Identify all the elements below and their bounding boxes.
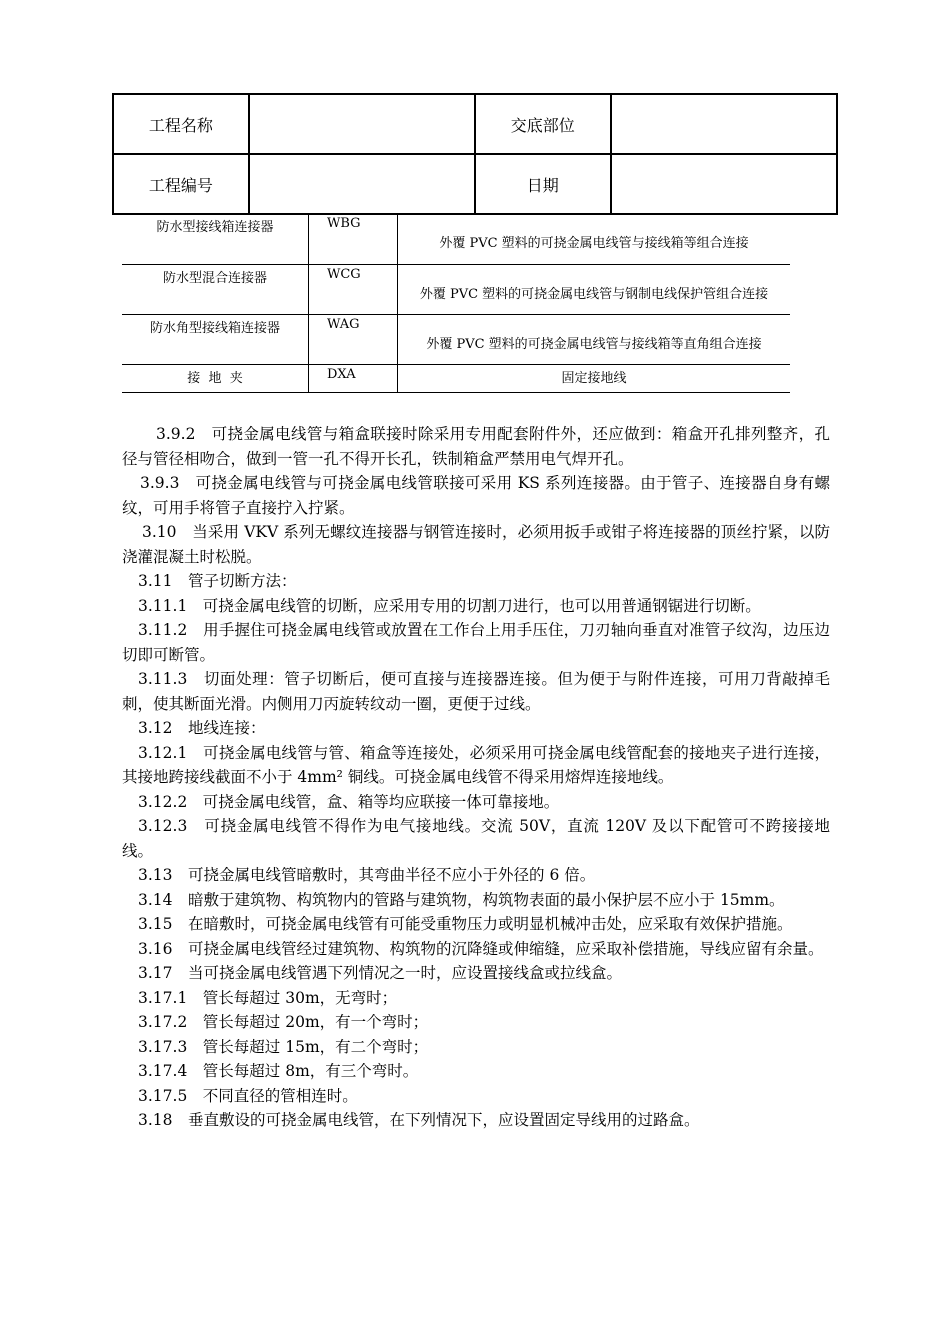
table-row <box>122 264 790 314</box>
connector-description: 外覆 PVC 塑料的可挠金属电线管与接线箱等直角组合连接 <box>398 314 791 364</box>
paragraph-3-12: 3.12 地线连接： <box>138 719 266 737</box>
paragraph-3-10: 3.10 当采用 VKV 系列无螺纹连接器与钢管连接时，必须用扳手或钳子将连接器的顶丝拧紧，以防浇灌混凝土时松脱。 <box>122 523 830 566</box>
paragraph-3-13: 3.13 可挠金属电线管暗敷时，其弯曲半径不应小于外径的 6 倍。 <box>138 866 596 884</box>
body-text <box>122 422 830 1133</box>
table-row <box>122 314 790 364</box>
paragraph-3-14: 3.14 暗敷于建筑物、构筑物内的管路与建筑物，构筑物表面的最小保护层不应小于 15mm。 <box>138 890 785 909</box>
paragraph-3-12-1: 3.12.1 可挠金属电线管与管、箱盒等连接处，必须采用可挠金属电线管配套的接地夹子进行连接，其接地跨接线截面不小于 4mm² 铜线。可挠金属电线管不得采用熔焊连接地线。 <box>122 743 830 786</box>
header-row-1 <box>113 94 837 154</box>
project-number-value <box>249 154 475 214</box>
connector-name: 防水角型接线箱连接器 <box>122 314 309 364</box>
header-table <box>112 93 838 215</box>
connector-name: 接 地 夹 <box>122 364 309 392</box>
project-name-value <box>249 94 475 154</box>
header-row-2 <box>113 154 837 214</box>
connector-description: 固定接地线 <box>398 364 791 392</box>
table-row <box>122 364 790 392</box>
paragraph-3-17: 3.17 当可挠金属电线管遇下列情况之一时，应设置接线盒或拉线盒。 <box>138 964 623 982</box>
date-value <box>611 154 837 214</box>
paragraph-3-17-5: 3.17.5 不同直径的管相连时。 <box>138 1086 358 1105</box>
connector-code: DXA <box>309 364 398 392</box>
disclosure-part-value <box>611 94 837 154</box>
paragraph-3-17-3: 3.17.3 管长每超过 15m，有二个弯时； <box>138 1037 429 1056</box>
connector-description: 外覆 PVC 塑料的可挠金属电线管与接线箱等组合连接 <box>398 214 791 264</box>
paragraph-3-9-3: 3.9.3 可挠金属电线管与可挠金属电线管联接可采用 KS 系列连接器。由于管子、连接器自身有螺纹，可用手将管子直接拧入拧紧。 <box>122 474 830 517</box>
connector-code: WCG <box>309 264 398 314</box>
paragraph-3-11-2: 3.11.2 用手握住可挠金属电线管或放置在工作台上用手压住，刀刃轴向垂直对准管子纹沟，边压边切即可断管。 <box>122 621 830 664</box>
connector-description: 外覆 PVC 塑料的可挠金属电线管与钢制电线保护管组合连接 <box>398 264 791 314</box>
connector-table <box>122 214 790 393</box>
paragraph-3-17-4: 3.17.4 管长每超过 8m，有三个弯时。 <box>138 1062 419 1080</box>
paragraph-3-11-3: 3.11.3 切面处理：管子切断后，便可直接与连接器连接。但为便于与附件连接，可用刀背敲掉毛刺，使其断面光滑。内侧用刀丙旋转纹动一圈，更便于过线。 <box>122 670 830 713</box>
paragraph-3-18: 3.18 垂直敷设的可挠金属电线管，在下列情况下，应设置固定导线用的过路盒。 <box>138 1111 700 1129</box>
connector-code: WBG <box>309 214 398 264</box>
paragraph-3-12-3: 3.12.3 可挠金属电线管不得作为电气接地线。交流 50V，直流 120V 及以下配管可不跨接接地线。 <box>122 817 830 860</box>
paragraph-3-11-1: 3.11.1 可挠金属电线管的切断，应采用专用的切割刀进行，也可以用普通钢锯进行切断。 <box>138 596 761 615</box>
paragraph-3-17-2: 3.17.2 管长每超过 20m，有一个弯时； <box>138 1013 429 1031</box>
paragraph-3-12-2: 3.12.2 可挠金属电线管，盒、箱等均应联接一体可靠接地。 <box>138 792 560 811</box>
paragraph-3-15: 3.15 在暗敷时，可挠金属电线管有可能受重物压力或明显机械冲击处，应采取有效保护措施。 <box>138 915 793 933</box>
connector-code: WAG <box>309 314 398 364</box>
paragraph-3-11: 3.11 管子切断方法： <box>138 572 297 590</box>
disclosure-part-label: 交底部位 <box>475 94 611 154</box>
connector-name: 防水型接线箱连接器 <box>122 214 309 264</box>
table-row <box>122 214 790 264</box>
paragraph-3-16: 3.16 可挠金属电线管经过建筑物、构筑物的沉降缝或伸缩缝，应采取补偿措施，导线应留有余量。 <box>138 939 824 958</box>
paragraph-3-9-2: 3.9.2 可挠金属电线管与箱盒联接时除采用专用配套附件外，还应做到：箱盒开孔排列整齐，孔径与管径相吻合，做到一管一孔不得开长孔，铁制箱盒严禁用电气焊开孔。 <box>122 425 830 468</box>
project-name-label: 工程名称 <box>113 94 249 154</box>
paragraph-3-17-1: 3.17.1 管长每超过 30m，无弯时； <box>138 988 398 1007</box>
date-label: 日期 <box>475 154 611 214</box>
connector-name: 防水型混合连接器 <box>122 264 309 314</box>
project-number-label: 工程编号 <box>113 154 249 214</box>
